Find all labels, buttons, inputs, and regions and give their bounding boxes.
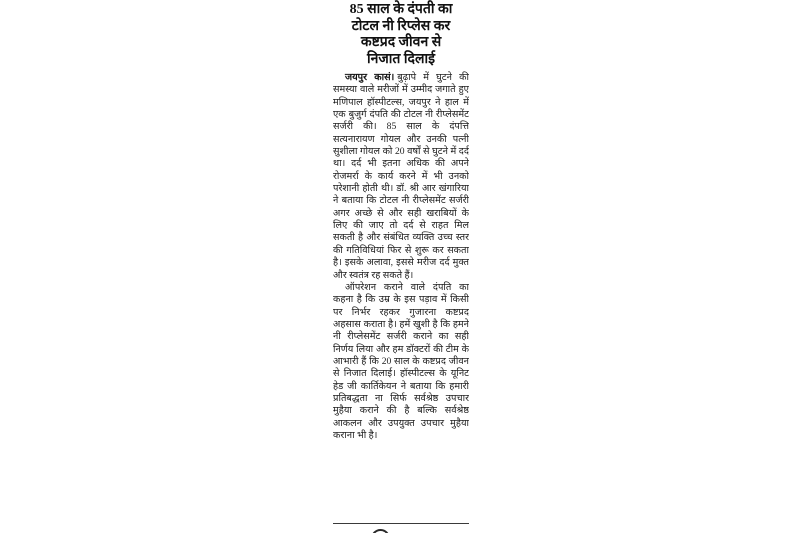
paragraph-2-text: ऑपरेशन कराने वाले दंपति का कहना है कि उम्र के इस पड़ाव में किसी पर निर्भर रहकर गुजारना कष्टप्रद अहसास कराता है। हमें खुशी है कि हमने नी रीप्लेसमेंट सर्जरी कराने का सही निर्णय लिया और हम डॉक्टरों की टीम के आभारी हैं कि 20 साल के कष्टप्रद जीवन से निजात दिलाई। हॉस्पीटल्स के यूनिट हेड जी कार्तिकेयन ने बताया कि हमारी प्रतिबद्धता ना सिर्फ सर्वश्रेष्ठ उपचार मुहैया कराने की है बल्कि सर्वश्रेष्ठ आकलन और उपयुक्त उपचार मुहैया कराना भी है। — [333, 281, 469, 441]
headline-line-3: कष्टप्रद जीवन से — [360, 35, 442, 50]
newspaper-clipping — [333, 0, 469, 533]
article-paragraph-2 — [333, 282, 469, 442]
headline-line-2: टोटल नी रिप्लेस कर — [351, 18, 451, 34]
paragraph-1-text: बुढ़ापे में घुटने की समस्या वाले मरीजों में उम्मीद जगाते हुए मणिपाल हॉस्पीटल्स, जयपुर ने हाल में एक बुजुर्ग दंपति की टोटल नी रीप्लेसमेंट सर्जरी की। 85 साल के दंपत्ति सत्यनारायण गोयल और उनकी पत्नी सुशीला गोयल को 20 वर्षों से घुटने में दर्द था। दर्द भी इतना अधिक की अपने रोजमर्रा के कार्य करने में भी उनको परेशानी होती थी। डॉ. श्री आर खंगारिया ने बताया कि टोटल नी रीप्लेसमेंट सर्जरी अगर अच्छे से और सही खराबियों के लिए की जाए तो दर्द से राहत मिल सकती है और संबंधित व्यक्ति उच्च स्तर की गतिविधियां फिर से शुरू कर सकता है। इसके अलावा, इससे मरीज दर्द मुक्त और स्वतंत्र रह सकते हैं। — [333, 72, 469, 281]
column-divider-rule — [333, 523, 469, 524]
headline-line-1: 85 साल के दंपती का — [349, 2, 453, 17]
headline-line-4: निजात दिलाई — [367, 51, 435, 67]
cropped-next-article-glyph — [371, 529, 390, 533]
article-body — [333, 72, 469, 442]
dateline: जयपुर कासं। — [345, 72, 395, 83]
article-headline — [333, 2, 469, 68]
article-paragraph-1 — [333, 72, 469, 282]
